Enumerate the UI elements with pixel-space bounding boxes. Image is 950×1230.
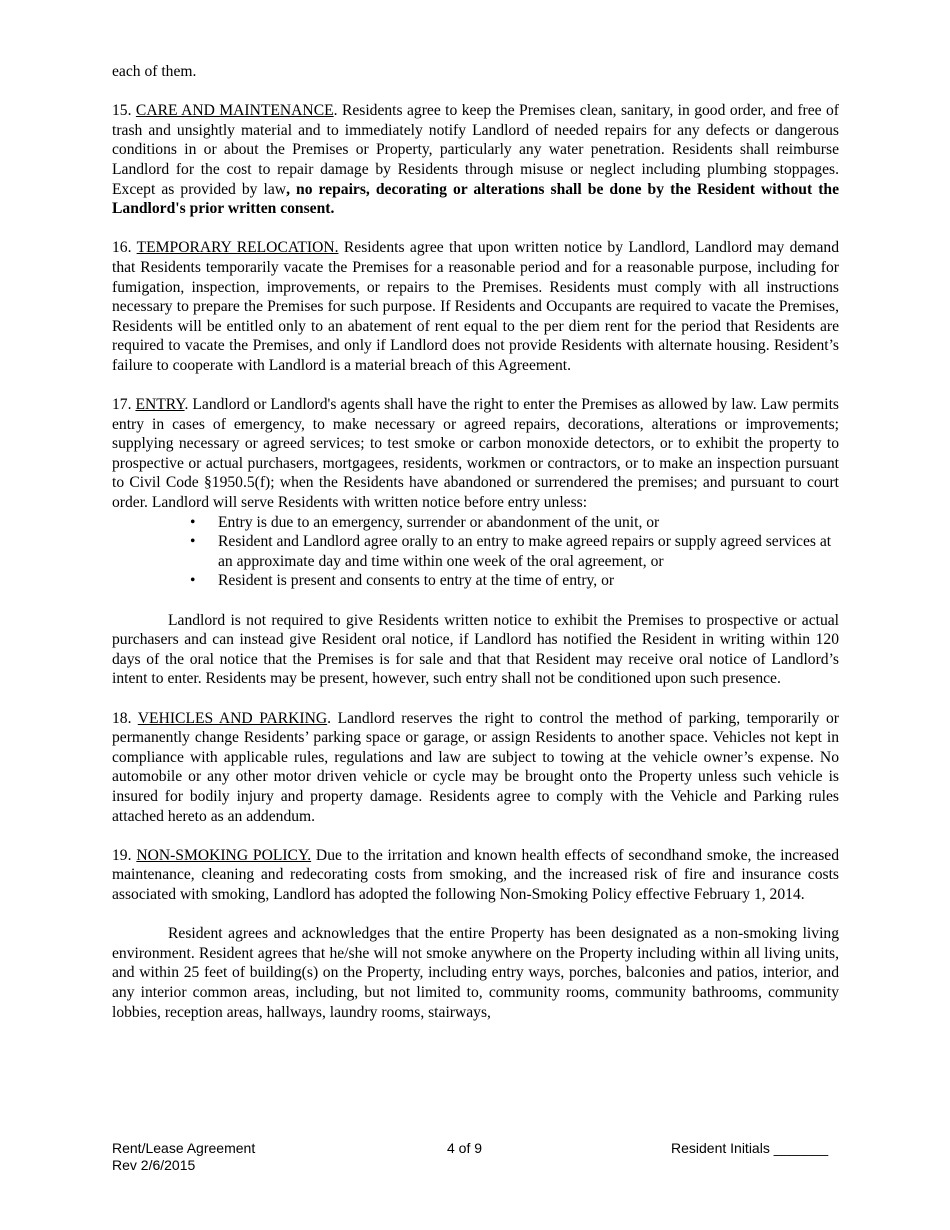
section-17-number: 17. — [112, 396, 132, 414]
footer-revision: Rev 2/6/2015 — [112, 1157, 196, 1173]
section-15-title: CARE AND MAINTENANCE — [135, 102, 334, 120]
list-item: • Resident and Landlord agree orally to an entry to make agreed repairs or supply agreed services at an approximate day and time within one week of the oral agreement, or — [190, 533, 832, 570]
section-19 — [112, 846, 839, 905]
section-18-number: 18. — [112, 709, 132, 727]
section-16 — [112, 238, 839, 375]
section-15-bold-clause: , no repairs, decorating or alterations shall be done by the Resident without the Landlord's prior written consent. — [112, 180, 839, 218]
section-19-followup: Resident agrees and acknowledges that the entire Property has been designated as a non-smoking living environment. Resident agrees that he/she will not smoke anywhere on the Property including within all living units, and within 25 feet of building(s) on the Property, including entry ways, porches, balconies and patios, interior, and any interior common areas, including, but not limited to, community rooms, community bathrooms, community lobbies, reception areas, hallways, laundry rooms, stairways, — [112, 925, 839, 1021]
footer-page-number: 4 of 9 — [447, 1140, 483, 1156]
section-19-number: 19. — [112, 846, 132, 864]
footer-resident-initials: Resident Initials _______ — [671, 1140, 829, 1156]
section-16-title: TEMPORARY RELOCATION. — [136, 239, 339, 257]
section-17-title: ENTRY — [135, 396, 185, 414]
section-15 — [112, 101, 839, 219]
section-17 — [112, 395, 839, 513]
section-18-title: VEHICLES AND PARKING — [137, 709, 328, 727]
section-16-body: Residents agree that upon written notice by Landlord, Landlord may demand that Residents temporarily vacate the Premises for a reasonable period and for a reasonable purpose, including for fumigation, inspection, improvements, or repairs to the Premises. Residents must comply with all instructions necessary to prepare the Premises for such purpose. If Residents and Occupants are required to vacate the Premises, Residents will be entitled only to an abatement of rent equal to the per diem rent for the period that Residents are required to vacate the Premises, and only if Landlord does not provide Residents with alternate housing. Resident’s failure to cooperate with Landlord is a material breach of this Agreement. — [112, 239, 839, 374]
list-item: • Resident is present and consents to entry at the time of entry, or — [190, 572, 615, 590]
section-15-body: . Residents agree to keep the Premises clean, sanitary, in good order, and free of trash and unsightly material and to immediately notify Landlord of needed repairs for any defects or dangerous conditions in or about the Premises or Property, particularly any water penetration. Residents shall reimburse Landlord for the cost to repair damage by Residents through misuse or neglect including plumbing stoppages. Except as provided by law — [112, 102, 839, 198]
list-item: • Entry is due to an emergency, surrender or abandonment of the unit, or — [190, 513, 660, 531]
footer-doc-title: Rent/Lease Agreement — [112, 1140, 256, 1156]
entry-exceptions-list — [112, 513, 839, 591]
section-19-title: NON-SMOKING POLICY. — [136, 846, 312, 864]
bullet-icon: • — [190, 572, 196, 590]
section-18 — [112, 709, 839, 827]
section-15-number: 15. — [112, 102, 132, 120]
section-19-body: Due to the irritation and known health effects of secondhand smoke, the increased maintenance, cleaning and redecorating costs from smoking, and the increased risk of fire and insurance costs associated with smoking, Landlord has adopted the following Non-Smoking Policy effective February 1, 2014. — [112, 846, 839, 903]
section-18-body: . Landlord reserves the right to control the method of parking, temporarily or permanently change Residents’ parking space or garage, or assign Residents to another space. Vehicles not kept in compliance with applicable rules, regulations and law are subject to towing at the vehicle owner’s expense. No automobile or any other motor driven vehicle or cycle may be brought onto the Property unless such vehicle is insured for bodily injury and property damage. Residents agree to comply with the Vehicle and Parking rules attached hereto as an addendum. — [112, 709, 839, 825]
bullet-icon: • — [190, 513, 196, 531]
section-16-number: 16. — [112, 239, 132, 257]
section-17-body: . Landlord or Landlord's agents shall have the right to enter the Premises as allowed by law. Law permits entry in cases of emergency, to make necessary or agreed repairs, decorations, alterations or improvements; supplying necessary or agreed services; to test smoke or carbon monoxide detectors, or to exhibit the property to prospective or actual purchasers, mortgagees, residents, workmen or contractors, or to make an inspection pursuant to Civil Code §1950.5(f); when the Residents have abandoned or surrendered the premises; and pursuant to court order. Landlord will serve Residents with written notice before entry unless: — [112, 396, 839, 512]
section-17-followup: Landlord is not required to give Residents written notice to exhibit the Premises to prospective or actual purchasers and can instead give Resident oral notice, if Landlord has notified the Resident in writing within 120 days of the oral notice that the Premises is for sale and that that Resident may receive oral notice of Landlord’s intent to enter. Residents may be present, however, such entry shall not be conditioned upon such presence. — [112, 611, 839, 688]
footer-left — [112, 1140, 255, 1174]
document-page — [112, 62, 839, 1022]
intro-line: each of them. — [112, 63, 197, 80]
bullet-icon: • — [190, 533, 196, 551]
